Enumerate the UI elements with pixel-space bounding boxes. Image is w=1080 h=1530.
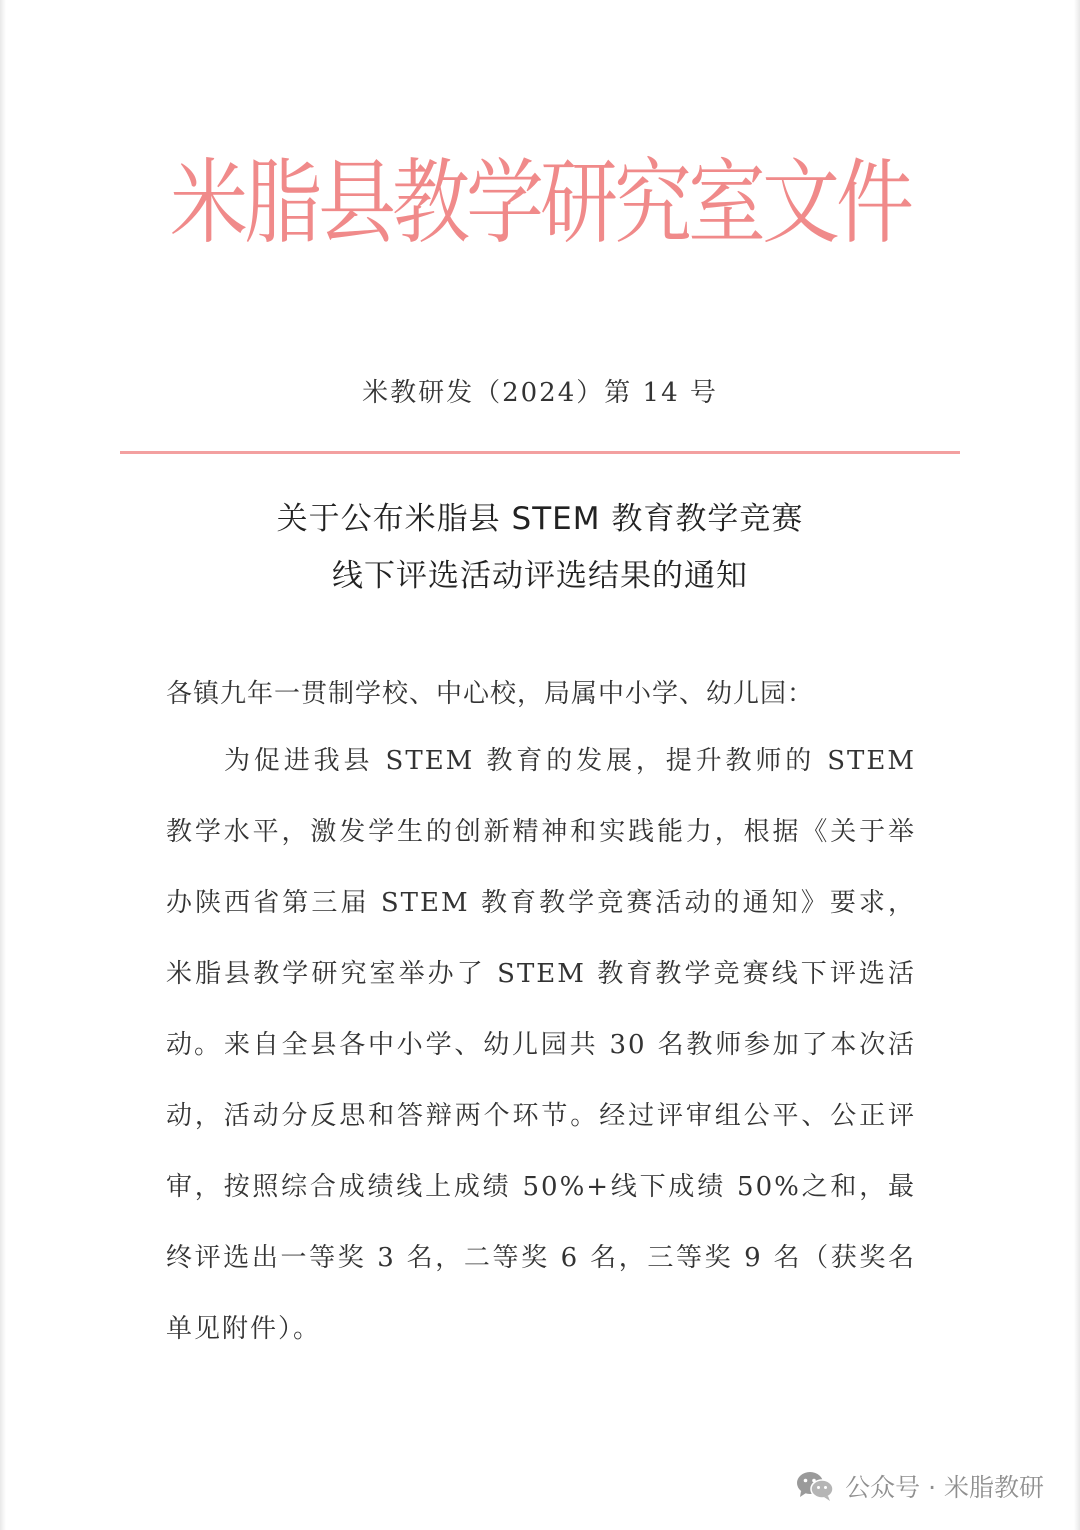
- notice-title-line-1: 关于公布米脂县 STEM 教育教学竞赛: [276, 501, 804, 537]
- salutation: 各镇九年一贯制学校、中心校，局属中小学、幼儿园：: [166, 679, 815, 709]
- watermark-text: 公众号 · 米脂教研: [845, 1473, 1044, 1502]
- red-divider-line: [120, 451, 960, 454]
- notice-title-line-2: 线下评选活动评选结果的通知: [332, 558, 748, 594]
- document-number: 米教研发（2024）第 14 号: [362, 378, 718, 408]
- body-paragraph: 为促进我县 STEM 教育的发展，提升教师的 STEM 教学水平，激发学生的创新精神和实践能力，根据《关于举办陕西省第三届 STEM 教育教学竞赛活动的通知》要求，米脂县教学研究室举办了 STEM 教育教学竞赛线下评选活动。: [166, 746, 916, 1060]
- masthead-title: 米脂县教学研究室文件: [169, 150, 910, 258]
- wechat-icon: [795, 1470, 835, 1502]
- body-paragraph: 来自全县各中小学、幼儿园共 30 名教师参加了本次活动，活动分反思和答辩两个环节。经过评审组公平、公正评审，按照综合成绩线上成绩 50%+线下成绩 50%之和，最终评选出一等奖 3 名，二等奖 6 名，三等奖 9 名（获奖名单见附件）。: [166, 1030, 916, 1344]
- wechat-watermark: [795, 1468, 1044, 1504]
